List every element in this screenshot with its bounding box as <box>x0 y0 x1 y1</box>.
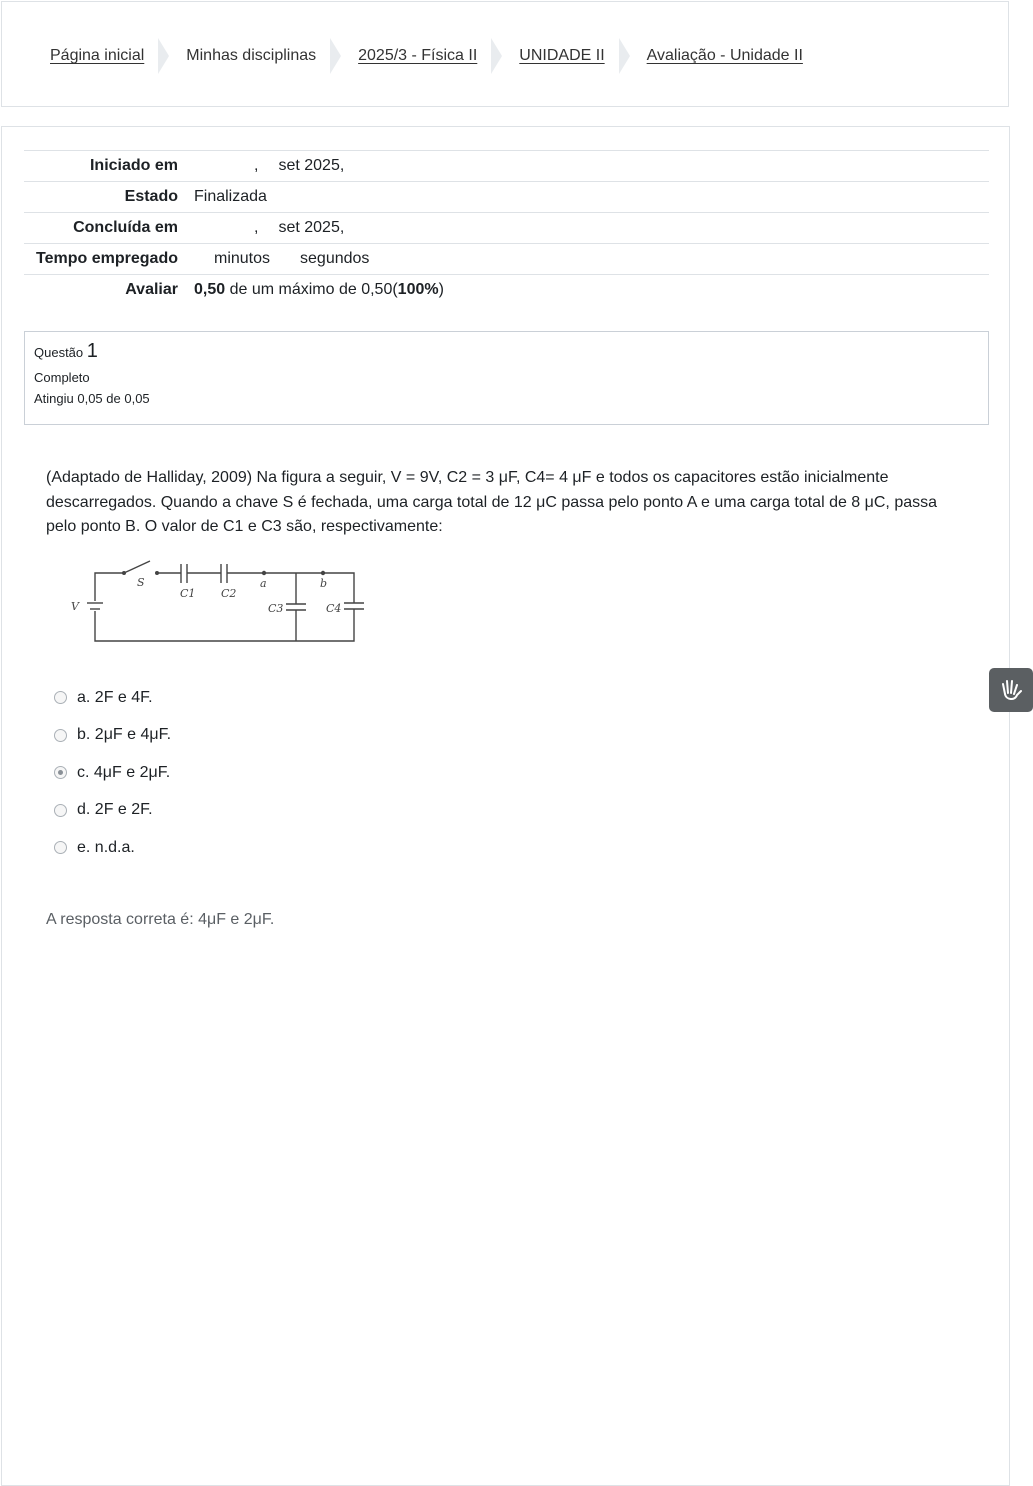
summary-value <box>186 244 989 275</box>
summary-label: Concluída em <box>73 219 178 236</box>
answer-option-d[interactable] <box>54 792 171 830</box>
figure-label-c3: C3 <box>268 602 284 615</box>
completed-value: set 2025, <box>278 219 345 236</box>
hand-sign-icon <box>997 676 1025 704</box>
answer-options <box>54 679 171 867</box>
answer-option-e[interactable] <box>54 829 171 867</box>
main-region <box>1 126 1010 1486</box>
accessibility-button[interactable] <box>989 668 1033 712</box>
summary-value <box>186 275 989 306</box>
figure-label-s: S <box>137 576 145 589</box>
breadcrumb-panel <box>1 1 1009 107</box>
answer-option-c[interactable] <box>54 754 171 792</box>
time-minutes: minutos <box>214 250 271 267</box>
summary-row-started <box>24 151 989 182</box>
radio-button[interactable] <box>54 841 67 854</box>
question-marks: Atingiu 0,05 de 0,05 <box>34 391 150 406</box>
grade-percent: 100% <box>397 281 439 298</box>
summary-value: Finalizada <box>194 188 267 205</box>
grade-close: ) <box>438 281 444 298</box>
radio-button[interactable] <box>54 691 67 704</box>
figure-label-c4: C4 <box>326 602 342 615</box>
summary-row-time <box>24 244 989 275</box>
grade-text: de um máximo de 0,50( <box>229 281 398 298</box>
breadcrumb-link-unit[interactable]: UNIDADE II <box>519 47 605 64</box>
breadcrumb-link-quiz[interactable]: Avaliação - Unidade II <box>646 47 803 64</box>
summary-row-state <box>24 182 989 213</box>
summary-row-grade <box>24 275 989 306</box>
breadcrumb-link-home[interactable]: Página inicial <box>50 47 145 64</box>
answer-label[interactable]: b. 2μF e 4μF. <box>77 726 172 744</box>
answer-label[interactable]: e. n.d.a. <box>77 838 135 856</box>
summary-label: Iniciado em <box>89 157 178 174</box>
answer-label[interactable]: d. 2F e 2F. <box>77 801 153 819</box>
question-info-box <box>24 331 989 425</box>
summary-label: Tempo empregado <box>36 250 178 267</box>
question-number <box>34 340 979 364</box>
correct-answer-feedback: A resposta correta é: 4μF e 2μF. <box>46 911 275 928</box>
summary-value: , set 2025, <box>254 157 345 174</box>
circuit-figure <box>68 557 368 654</box>
breadcrumb-item-my-courses <box>186 47 316 65</box>
grade-score: 0,50 <box>194 281 226 298</box>
figure-label-b: b <box>320 577 328 590</box>
answer-label[interactable]: a. 2F e 4F. <box>77 688 153 706</box>
breadcrumb-separator <box>491 38 503 74</box>
figure-label-c2: C2 <box>221 587 237 600</box>
answer-option-a[interactable] <box>54 679 171 717</box>
radio-button[interactable] <box>54 729 67 742</box>
radio-button[interactable] <box>54 804 67 817</box>
circuit-diagram <box>68 557 368 649</box>
breadcrumb-item-home[interactable] <box>50 47 144 65</box>
radio-button-selected[interactable] <box>54 766 67 779</box>
started-value: set 2025, <box>278 157 345 174</box>
question-text: (Adaptado de Halliday, 2009) Na figura a seguir, V = 9V, C2 = 3 μF, C4= 4 μF e todos os capacitores estão inicialmente descarregados. Quando a chave S é fechada, uma carga total de 12 μC passa pelo ponto A e uma carga total de 8 μC, passa pelo ponto B. O valor de C1 e C3 são, respectivamente: <box>46 469 938 535</box>
question-label: Questão <box>34 345 84 360</box>
question-number-value: 1 <box>86 340 98 362</box>
breadcrumb-link-course[interactable]: 2025/3 - Física II <box>358 47 478 64</box>
summary-label: Avaliar <box>125 281 178 298</box>
breadcrumb-separator <box>158 38 170 74</box>
summary-row-completed <box>24 213 989 244</box>
breadcrumb <box>50 44 803 68</box>
question-state: Completo <box>34 370 90 385</box>
breadcrumb-item-course[interactable] <box>358 47 477 65</box>
figure-label-c1: C1 <box>180 587 196 600</box>
time-seconds: segundos <box>300 250 370 267</box>
breadcrumb-separator <box>619 38 631 74</box>
summary-label: Estado <box>124 188 178 205</box>
answer-label[interactable]: c. 4μF e 2μF. <box>77 763 171 781</box>
breadcrumb-separator <box>330 38 342 74</box>
breadcrumb-item-quiz[interactable] <box>647 47 803 65</box>
figure-label-v: V <box>71 600 79 613</box>
breadcrumb-text-my-courses: Minhas disciplinas <box>186 47 317 64</box>
answer-option-b[interactable] <box>54 717 171 755</box>
attempt-summary-table <box>24 150 989 305</box>
figure-label-a: a <box>260 577 267 590</box>
breadcrumb-item-unit[interactable] <box>519 47 604 65</box>
summary-value: , set 2025, <box>254 219 345 236</box>
